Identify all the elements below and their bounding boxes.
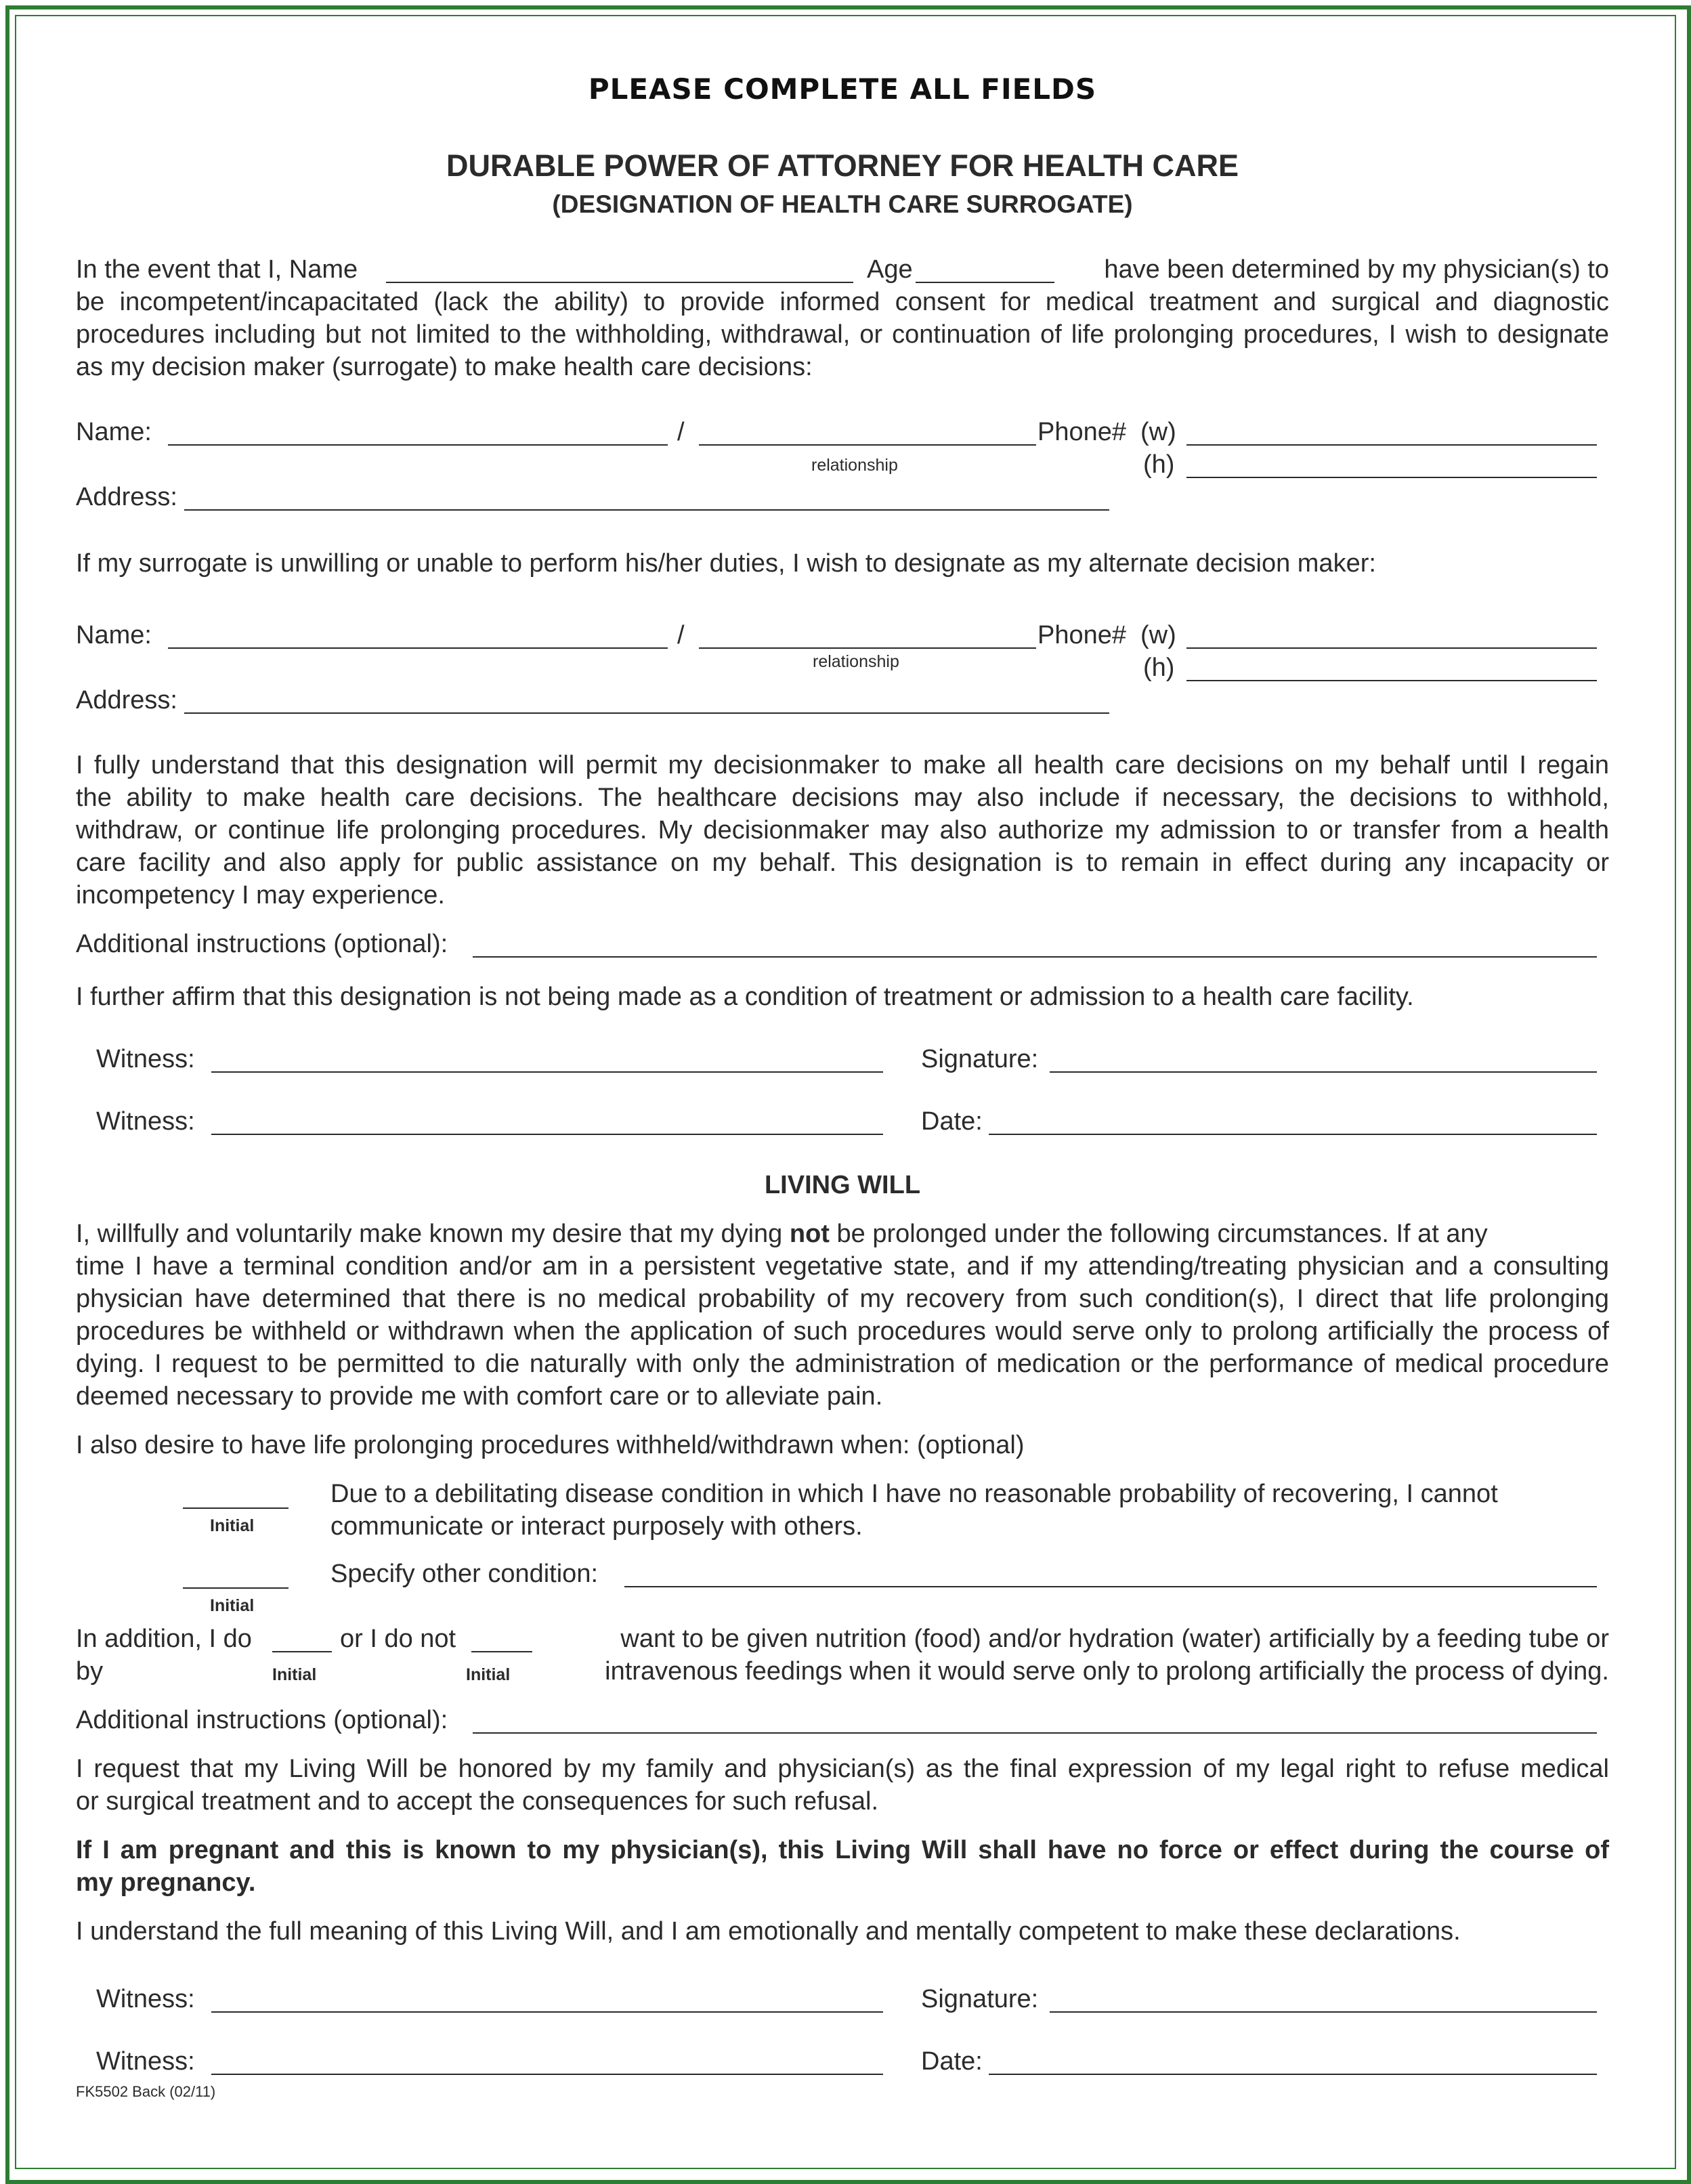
- nutrition-do-not-initial-field[interactable]: [471, 1651, 532, 1652]
- alternate-intro: If my surrogate is unwilling or unable to perform his/her duties, I wish to designate as my alternate decision maker:: [76, 549, 1376, 578]
- option2-condition-field[interactable]: [624, 1586, 1597, 1587]
- lw-witness2-field[interactable]: [211, 2074, 883, 2075]
- nutrition-do-label: In addition, I do: [76, 1625, 252, 1653]
- poa-signature-field[interactable]: [1050, 1071, 1597, 1073]
- form-subtitle: (DESIGNATION OF HEALTH CARE SURROGATE): [552, 190, 1133, 218]
- form-title: DURABLE POWER OF ATTORNEY FOR HEALTH CARE: [446, 148, 1239, 183]
- option2-label: Specify other condition:: [330, 1560, 599, 1588]
- poa-additional-field[interactable]: [473, 956, 1597, 958]
- surrogate-relationship-caption: relationship: [811, 456, 898, 475]
- nutrition-line-2: intravenous feedings when it would serve only to prolong artificially the process of dying.: [605, 1657, 1609, 1686]
- lw-additional-label: Additional instructions (optional):: [76, 1706, 448, 1734]
- intro-text-end: have been determined by my physician(s) to: [1104, 255, 1609, 284]
- living-will-line-1: [76, 1218, 1609, 1250]
- poa-additional-label: Additional instructions (optional):: [76, 930, 448, 958]
- intro-line-2: be incompetent/incapacitated (lack the ability) to provide informed consent for medical treatment and surgical and diagnostic: [76, 288, 1609, 316]
- lw-additional-field[interactable]: [473, 1732, 1597, 1734]
- nutrition-do-initial-caption: Initial: [272, 1665, 317, 1684]
- understanding-line-5: incompetency I may experience.: [76, 881, 445, 909]
- intro-age-label: Age: [867, 255, 913, 284]
- surrogate-phone-label: Phone#: [1037, 418, 1127, 446]
- intro-name-label: In the event that I, Name: [76, 255, 358, 284]
- surrogate-name-field[interactable]: [168, 444, 668, 446]
- intro-line-4: as my decision maker (surrogate) to make health care decisions:: [76, 353, 813, 381]
- surrogate-name-label: Name:: [76, 418, 152, 446]
- understanding-line-4: care facility and also apply for public assistance on my behalf. This designation is to remain in effect during any incapacity or: [76, 849, 1609, 877]
- pregnancy-line-2: my pregnancy.: [76, 1868, 256, 1897]
- poa-witness2-label: Witness:: [96, 1107, 195, 1136]
- lw-date-field[interactable]: [989, 2074, 1597, 2075]
- surrogate-slash: /: [677, 418, 685, 446]
- surrogate-work-phone-field[interactable]: [1186, 444, 1597, 446]
- understanding-line-2: the ability to make health care decisions. The healthcare decisions may also include if necessary, the decisions to withhold,: [76, 784, 1609, 812]
- surrogate-home-label: (h): [1143, 450, 1175, 479]
- lw-date-label: Date:: [921, 2047, 983, 2076]
- understanding-line-1: I fully understand that this designation will permit my decisionmaker to make all health care decisions on my behalf until I regain: [76, 751, 1609, 779]
- poa-witness2-field[interactable]: [211, 1134, 883, 1135]
- poa-date-field[interactable]: [989, 1134, 1597, 1135]
- lw-witness1-field[interactable]: [211, 2011, 883, 2013]
- alternate-slash: /: [677, 621, 685, 649]
- option1-initial-caption: Initial: [210, 1516, 255, 1535]
- optional-intro: I also desire to have life prolonging procedures withheld/withdrawn when: (optional): [76, 1431, 1025, 1459]
- nutrition-by: by: [76, 1657, 104, 1686]
- honor-line-1: I request that my Living Will be honored by my family and physician(s) as the final expression of my legal right to refuse medical: [76, 1755, 1609, 1783]
- lw-signature-label: Signature:: [921, 1985, 1039, 2013]
- lw-witness2-label: Witness:: [96, 2047, 195, 2076]
- top-notice: PLEASE COMPLETE ALL FIELDS: [588, 72, 1097, 106]
- alternate-address-field[interactable]: [184, 712, 1109, 714]
- living-will-line-4: procedures be withheld or withdrawn when the application of such procedures would serve only to prolong artificially the process of: [76, 1317, 1609, 1346]
- option1-initial-field[interactable]: [183, 1507, 288, 1509]
- lw-not-emphasis: not: [789, 1220, 830, 1248]
- nutrition-line-1-end: want to be given nutrition (food) and/or hydration (water) artificially by a feeding tube or: [620, 1625, 1609, 1653]
- poa-witness1-label: Witness:: [96, 1045, 195, 1073]
- alternate-home-phone-field[interactable]: [1186, 680, 1597, 681]
- alternate-relationship-field[interactable]: [699, 647, 1036, 649]
- living-will-line-5: dying. I request to be permitted to die naturally with only the administration of medication or the performance of medical procedure: [76, 1350, 1609, 1378]
- alternate-address-label: Address:: [76, 686, 177, 714]
- lw-line1-end: be prolonged under the following circumstances. If at any: [836, 1220, 1488, 1248]
- option1-line-2: communicate or interact purposely with others.: [330, 1512, 863, 1541]
- living-will-line-2: time I have a terminal condition and/or am in a persistent vegetative state, and if my attending/treating physician and a consulting: [76, 1252, 1609, 1281]
- lw-signature-field[interactable]: [1050, 2011, 1597, 2013]
- alternate-work-label: (w): [1140, 621, 1176, 649]
- living-will-line-6: deemed necessary to provide me with comfort care or to alleviate pain.: [76, 1382, 883, 1411]
- form-footer-code: FK5502 Back (02/11): [76, 2083, 216, 2100]
- surrogate-address-label: Address:: [76, 483, 177, 511]
- option1-line-1: Due to a debilitating disease condition in which I have no reasonable probability of recovering, I cannot: [330, 1480, 1498, 1508]
- poa-signature-label: Signature:: [921, 1045, 1039, 1073]
- alternate-relationship-caption: relationship: [813, 652, 899, 671]
- living-will-title: LIVING WILL: [764, 1171, 921, 1199]
- pregnancy-line-1: If I am pregnant and this is known to my physician(s), this Living Will shall have no force or effect during the course of: [76, 1836, 1609, 1864]
- surrogate-relationship-field[interactable]: [699, 444, 1036, 446]
- surrogate-work-label: (w): [1140, 418, 1176, 446]
- lw-witness1-label: Witness:: [96, 1985, 195, 2013]
- alternate-name-label: Name:: [76, 621, 152, 649]
- nutrition-do-initial-field[interactable]: [272, 1651, 332, 1652]
- principal-name-field[interactable]: [386, 282, 853, 283]
- nutrition-do-not-initial-caption: Initial: [466, 1665, 511, 1684]
- living-will-line-3: physician have determined that there is no medical probability of my recovery from such condition(s), I direct that life prolonging: [76, 1285, 1609, 1313]
- lw-line1-start: I, willfully and voluntarily make known my desire that my dying: [76, 1220, 783, 1248]
- honor-line-2: or surgical treatment and to accept the consequences for such refusal.: [76, 1787, 878, 1816]
- understand-statement: I understand the full meaning of this Living Will, and I am emotionally and mentally competent to make these declarations.: [76, 1917, 1461, 1946]
- principal-age-field[interactable]: [916, 282, 1054, 283]
- alternate-name-field[interactable]: [168, 647, 668, 649]
- surrogate-address-field[interactable]: [184, 509, 1109, 511]
- nutrition-do-not-label: or I do not: [340, 1625, 456, 1653]
- option2-initial-field[interactable]: [183, 1587, 288, 1589]
- poa-witness1-field[interactable]: [211, 1071, 883, 1073]
- understanding-line-3: withdraw, or continue life prolonging procedures. My decisionmaker may also authorize my admission to or transfer from a health: [76, 816, 1609, 844]
- alternate-work-phone-field[interactable]: [1186, 647, 1597, 649]
- affirm-statement: I further affirm that this designation is not being made as a condition of treatment or admission to a health care facility.: [76, 983, 1414, 1011]
- alternate-home-label: (h): [1143, 654, 1175, 682]
- poa-date-label: Date:: [921, 1107, 983, 1136]
- surrogate-home-phone-field[interactable]: [1186, 477, 1597, 478]
- intro-line-3: procedures including but not limited to the withholding, withdrawal, or continuation of life prolonging procedures, I wish to designate: [76, 320, 1609, 349]
- option2-initial-caption: Initial: [210, 1596, 255, 1615]
- alternate-phone-label: Phone#: [1037, 621, 1127, 649]
